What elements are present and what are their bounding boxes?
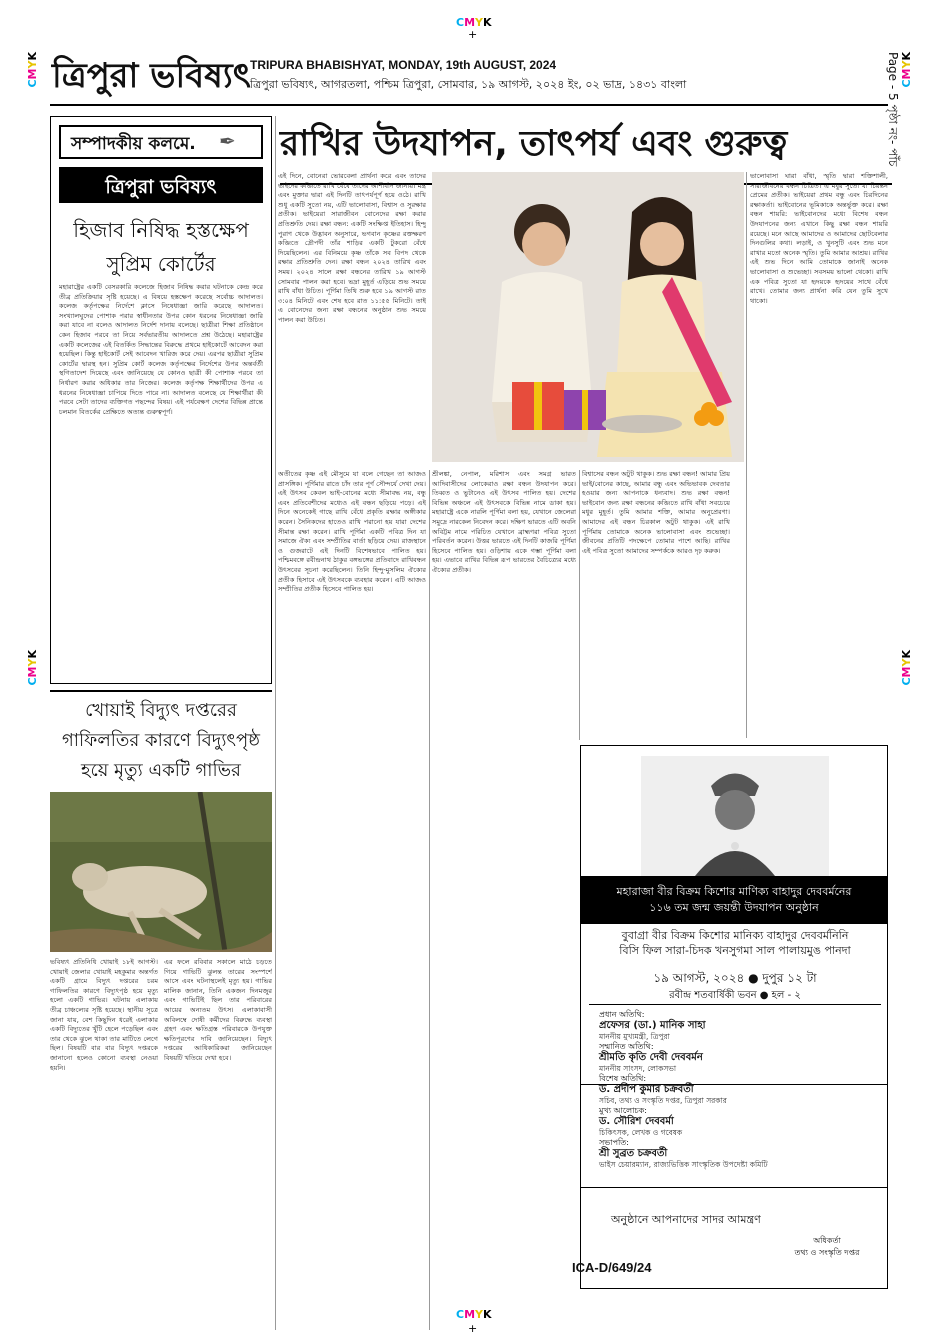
chief-guest-name: প্রফেসর (ডা.) মানিক সাহা [599, 1020, 706, 1031]
column-rule-1 [275, 116, 276, 1330]
column-rule-3 [579, 470, 580, 740]
honour-guest-title: মাননীয় সাংসদ, লোকসভা [599, 1064, 677, 1073]
kokborok-line1: বুবাগ্রা বীর বিক্রম কিশোর মানিক্য বাহাদুর দেববর্মনিনি [621, 929, 849, 942]
footer-divider [581, 1187, 887, 1188]
news-headline-line1: খোয়াই বিদ্যুৎ দপ্তরের [85, 700, 237, 721]
news-photo-dead-cow [50, 792, 272, 952]
special-guest-label: বিশেষ অতিথি: [599, 1074, 647, 1083]
ribbon-line2: ১১৬ তম জন্ম জয়ন্তী উদযাপন অনুষ্ঠান [649, 901, 819, 914]
editorial-headline-line1: হিজাব নিষিদ্ধ হস্তক্ষেপ [73, 218, 249, 242]
issuer-label: অধিকর্তা [813, 1236, 841, 1245]
registration-cross-bottom: + [468, 1322, 478, 1335]
column-rule-2 [429, 470, 430, 1330]
honour-guest-name: শ্রীমতি কৃতি দেবী দেববর্মন [599, 1052, 703, 1063]
portrait-illustration [641, 756, 829, 876]
quill-pen-icon: ✒ [219, 129, 236, 153]
chief-guest-title: মাননীয় মুখ্যমন্ত্রী, ত্রিপুরা [599, 1032, 670, 1041]
memorial-ribbon [581, 876, 887, 924]
masthead-rule [50, 104, 888, 106]
kokborok-line2: বিসি ফিল সারা-চিদক খনসুগমা সাল পালায়মুঙ পানদা [619, 944, 851, 957]
special-guest-title: সচিব, তথ্য ও সংস্কৃতি দপ্তর, ত্রিপুরা সরকার [599, 1096, 727, 1105]
cmyk-mark-left-mid: CMYK [26, 650, 39, 686]
column-rule-4 [746, 172, 747, 738]
feature-col3: বিশ্বাসের বন্ধন অটুট থাকুক। শুভ রক্ষা বন্ধন! আমার প্রিয় ভাই/বোনের কাছে, আমার বন্ধু এবং অভিভাবক দেবতার হওয়ার জন্য আপনাকে ধন্যবাদ। শুভ রক্ষা বন্ধন! ভাইবোন জন্য রক্ষা বন্ধনের কব্জিতে রাখি বাঁধা সবচেয়ে মধুর মুহূর্ত। তুমি আমার শক্তি, আমার অনুপ্রেরণা। আমাদের এই বন্ধন চিরকাল অটুট থাকুক। এই রাখি পূর্ণিমায় তোমাকে অনেক ভালোবাসা এবং শুভেচ্ছা। জীবনের প্রতিটি পদক্ষেপে তোমার পাশে আছি। রাখির এই পবিত্র সুতো আমাদের সম্পর্ককে আরও দৃঢ় করুক। [582, 470, 730, 555]
cmyk-mark-bottom: CMYK [456, 1308, 492, 1321]
masthead-dateline-bengali: ত্রিপুরা ভবিষ্যৎ, আগরতলা, পশ্চিম ত্রিপুরা, সোমবার, ১৯ আগস্ট, ২০২৪ ইং, ০২ ভাদ্র, ১৪৩১ বাংলা [250, 78, 687, 91]
news-body-col2: এর ফলে রবিবার সকালে মাঠে চড়তে গিয়ে গাভিটি ঝুলন্ত তারের সংস্পর্শে আসে এবং ঘটনাস্থলেই মৃত্যু হয়। গাভির মালিক জানান, তিনি একজন দিনমজুর এবং গাভিটিই ছিল তার পরিবারের আয়ের অন্যতম উৎস। এলাকাবাসী অবিলম্বে দোষী কর্মীদের বিরুদ্ধে ব্যবস্থা গ্রহণ এবং ক্ষতিগ্রস্ত পরিবারকে উপযুক্ত ক্ষতিপূরণের দাবি জানিয়েছেন। বিদ্যুৎ দপ্তরের আধিকারিকরা জানিয়েছেন বিষয়টি খতিয়ে দেখা হবে। [164, 958, 272, 1062]
chair-name: শ্রী সুব্রত চক্রবর্তী [599, 1148, 668, 1159]
editorial-paper-name: ত্রিপুরা ভবিষ্যৎ [59, 167, 263, 203]
ica-code: ICA-D/649/24 [572, 1260, 652, 1275]
feature-col1-top: এই দিনে, বোনেরা ভোরবেলা প্রার্থনা করে এবং তাদের ভাইদের কব্জিতে রাখি বেঁধে তাদের আশীর্বাদ জানায়। মন্ত্র এবং মুক্তার দ্বারা এই দিনটি তাৎপর্যপূর্ণ হয়ে ওঠে। রাখি শুধু একটি সুতো নয়, এটি ভালোবাসা, বিশ্বাস ও সুরক্ষার প্রতীক। ভাইয়েরা সারাজীবন বোনেদের রক্ষা করার প্রতিশ্রুতি দেয়। রক্ষা বন্ধন: একটি সংক্ষিপ্ত ইতিহাস। হিন্দু পুরাণ থেকে উদ্ভাবন অনুসারে, ভগবান কৃষ্ণের রক্তক্ষরণ কব্জিতে দ্রৌপদী তাঁর শাড়ির একটি টুকরো বেঁধে দিয়েছিলেন। এর বিনিময়ে কৃষ্ণ তাঁকে সব বিপদ থেকে রক্ষার প্রতিশ্রুতি দেন। রক্ষা বন্ধন ২০২৪ তারিখ এবং সময়। ২০২৪ সালে রক্ষা বন্ধনের তারিখ ১৯ আগস্ট সোমবার পালন করা হবে। ভদ্রা মুহূর্ত এড়িয়ে শুভ সময়ে রাখি বাঁধা উচিত। পূর্ণিমা তিথি শুরু হবে ১৯ আগস্ট রাত ৩:০৪ মিনিটে এবং শেষ হবে রাত ১১:৫৫ মিনিটে। তাই এ বোনেদের জন্য রক্ষা বন্ধনের অনুষ্ঠান শুভ সময়ে পালন করা উচিত। [278, 172, 426, 324]
news-headline-line2: গাফিলতির কারণে বিদ্যুৎপৃষ্ঠ [62, 730, 260, 751]
memorial-footer-box [580, 1085, 888, 1289]
editorial-headline-line2: সুপ্রিম কোর্টের [106, 252, 216, 276]
issuer-department: তথ্য ও সংস্কৃতি দপ্তর [794, 1248, 860, 1257]
feature-photo-rakhi-siblings [432, 172, 744, 462]
feature-headline: রাখির উদযাপন, তাৎপর্য এবং গুরুত্ব [280, 116, 892, 185]
cmyk-mark-right-top: CMYK [900, 52, 913, 88]
news-body-col1: ভবিষ্যৎ প্রতিনিধি খোয়াই ১৮ই আগস্ট। খোয়াই জেলার খোয়াই মহকুমার অন্তর্গত একটি গ্রামে বিদ্যুৎ দপ্তরের চরম গাফিলতির কারণে বিদ্যুৎপৃষ্ঠ হয়ে মৃত্যু হলো একটি গাভির। ঘটনায় এলাকায় তীব্র চাঞ্চল্যের সৃষ্টি হয়েছে। স্থানীয় সূত্রে জানা যায়, বেশ কিছুদিন ধরেই এলাকার একটি বিদ্যুতের খুঁটি হেলে পড়েছিল এবং তার থেকে ঝুলে থাকা তার মাটিতে লেগে ছিল। বিষয়টি বার বার বিদ্যুৎ দপ্তরকে জানানো হলেও কোনো ব্যবস্থা নেওয়া হয়নি। [50, 958, 158, 1072]
maharaja-portrait [641, 756, 829, 876]
editorial-box [50, 116, 272, 684]
speaker-label: মুখ্য আলোচক: [599, 1106, 647, 1115]
page-number: Page - 5 পৃষ্ঠা নং- পাঁচ [886, 52, 900, 167]
editorial-headline [59, 213, 263, 281]
editorial-label: সম্পাদকীয় কলমে. [59, 125, 263, 159]
cow-photo-illustration [50, 792, 272, 952]
memorial-kokborok-line [589, 928, 881, 958]
event-venue: রবীন্দ্র শতবার্ষিকী ভবন ● হল - ২ [669, 990, 801, 1001]
cmyk-mark-right-mid: CMYK [900, 650, 913, 686]
memorial-announcement [580, 745, 888, 1169]
honour-guest-label: সম্মানিত অতিথি: [599, 1042, 654, 1051]
news-headline-line3: হয়ে মৃত্যু একটি গাভির [81, 760, 241, 781]
feature-col1-continued: অতীতের কৃষ্ণ এই মৌসুমে যা বলে গেছেন তা আজও প্রাসঙ্গিক। পূর্ণিমার রাতে চাঁদ তার পূর্ণ সৌন্দর্যে দেখা দেয়। এই উৎসব কেবল ভাই-বোনের মধ্যে সীমাবদ্ধ নয়, বন্ধু এবং প্রতিবেশীদের মধ্যেও এই বন্ধন ছড়িয়ে পড়ে। এই দিনে অনেকেই গাছে রাখি বেঁধে প্রকৃতি রক্ষার অঙ্গীকার করেন। সৈনিকদের হাতেও রাখি পরানো হয় যারা দেশের সীমান্ত রক্ষা করেন। রাখি পূর্ণিমা একটি পবিত্র দিন যা সমাজে ঐক্য এবং সম্প্রীতির বার্তা ছড়িয়ে দেয়। রাজস্থানে ও গুজরাটে এই দিনটি বিশেষভাবে পালিত হয়। পশ্চিমবঙ্গে রবীন্দ্রনাথ ঠাকুর বঙ্গভঙ্গের প্রতিবাদে রাখিবন্ধন উৎসবের সূচনা করেছিলেন। তিনি হিন্দু-মুসলিম ঐক্যের প্রতীক হিসাবে এই উৎসবকে ব্যবহার করেন। এটি আজও সম্প্রীতির প্রতীক হিসেবে পালিত হয়। [278, 470, 426, 594]
memorial-divider [589, 1004, 881, 1005]
feature-col5: ভালোবাসা ঘারা বাঁধা, স্মৃতি দ্বারা শক্তিশালী, সারাজীবনের বন্ধন চিত্রিত। এ মধুর সুতো যা চিরন্তন প্রেমের প্রতীক। ভাইয়েরা প্রথম বন্ধু এবং চিরদিনের রক্ষাকর্তা। ভাইবোনের ভূমিকাকে অন্তর্ভুক্ত করে। রক্ষা বন্ধন শায়রি: ভাইবোনদের মধ্যে বিশেষ বন্ধন উদযাপনের জন্য এখানে কিছু রক্ষা বন্ধন শায়রি রয়েছে। মনে আছে আমাদের ও আমাদের ছোটবেলার দিনগুলির কথা। লড়াই, ও খুনসুটি এবং শুভ মনে রাখার মতো অনেক স্মৃতি। তুমি আমার আশ্রয়। রাখির এই শুভ দিনে আমি তোমাকে জানাই অনেক ভালোবাসা ও শুভেচ্ছা। সবসময় ভালো থেকো। রাখি এক পবিত্র সুতো যা হৃদয়কে হৃদয়ের সাথে বেঁধে রাখে। তোমার জন্য প্রার্থনা করি যেন তুমি সুখে থাকো। [750, 172, 888, 305]
chair-title: ভাইস চেয়ারম্যান, রাজ্যভিত্তিক সাংস্কৃতিক উপদেষ্টা কমিটি [599, 1160, 768, 1169]
speaker-name: ড. সৌরিশ দেববর্মা [599, 1116, 674, 1127]
event-date: ১৯ আগস্ট, ২০২৪ ● দুপুর ১২ টা [653, 971, 817, 985]
ribbon-line1: মহারাজা বীর বিক্রম কিশোর মাণিক্য বাহাদুর দেববর্মনের [616, 885, 852, 898]
cmyk-mark-top: CMYK [456, 16, 492, 29]
chair-label: সভাপতি: [599, 1138, 629, 1147]
editorial-body: মহারাষ্ট্রের একটি বেসরকারি কলেজে হিজাব নিষিদ্ধ করার ঘটনাকে কেন্দ্র করে তীব্র প্রতিক্রিয়ার সৃষ্টি হয়েছে। এ বিষয়ে হস্তক্ষেপ করেছে সর্বোচ্চ আদালত। কলেজ কর্তৃপক্ষের নির্দেশে ক্লাসে নিষেধাজ্ঞা জারি করেছে আদালত। সংখ্যালঘুদের পোশাক পরার স্বাধীনতার উপর কোন ধরনের নিষেধাজ্ঞা জারি করা যাবে না বলেও আদালত নির্দেশ দানায় বলেছে। ছাত্রীরা শিক্ষা প্রতিষ্ঠানে কেন হিজাব পরবে তা নিয়ে সর্বভারতীয় আদালতে প্রশ্ন উঠেছে। মহারাষ্ট্রের একটি কলেজের এই বিতর্কিত সিদ্ধান্তের বিরুদ্ধে প্রথমে হাইকোর্টে আবেদন করা হয়েছিল। কিন্তু হাইকোর্ট সেই আবেদন খারিজ করে দেয়। এরপর ছাত্রীরা সুপ্রিম কোর্টের দ্বারস্থ হন। সুপ্রিম কোর্ট কলেজ কর্তৃপক্ষের নির্দেশের উপর অন্তর্বর্তী স্থগিতাদেশ দিয়েছে এবং জানিয়েছে যে কোনও ছাত্রী কী পোশাক পরবে তা নির্ধারণ করার অধিকার তার নিজের। কলেজ কর্তৃপক্ষ শিক্ষার্থীদের উপর এ ধরনের নিষেধাজ্ঞা চাপিয়ে দিতে পারে না। আদালত বলেছে যে শিক্ষার্থীরা কী পরবে সেটা তাদের ব্যক্তিগত পছন্দের বিষয়। এই পর্যবেক্ষণ দেশের বিভিন্ন প্রান্তে চলমান বিতর্কের প্রেক্ষিতে অত্যন্ত গুরুত্বপূর্ণ। [59, 283, 263, 416]
news-headline-electric-cow [50, 690, 272, 786]
invitation-text: অনুষ্ঠানে আপনাদের সাদর আমন্ত্রণ [611, 1213, 761, 1226]
cmyk-mark-left-top: CMYK [26, 52, 39, 88]
special-guest-name: ড. প্রদীপ কুমার চক্রবর্তী [599, 1084, 694, 1095]
speaker-title: চিকিৎসক, লেখক ও গবেষক [599, 1128, 683, 1137]
masthead-title: ত্রিপুরা ভবিষ্যৎ [52, 56, 251, 96]
feature-col2: শ্রীলঙ্কা, নেপাল, মরিশাস এবং সমগ্র ভারত আদিবাসীদের লোকেরাও রক্ষা বন্ধন উদযাপন করে। তিব্বত ও ভুটানেও এই উৎসব পালিত হয়। দেশের বিভিন্ন অঞ্চলে এই উৎসবকে বিভিন্ন নামে ডাকা হয়। মহারাষ্ট্রে একে নারলি পূর্ণিমা বলা হয়, যেখানে জেলেরা সমুদ্রে নারকেল নিবেদন করে। দক্ষিণ ভারতে এটি অবনি অবিট্টম নামে পরিচিত যেখানে ব্রাহ্মণরা পবিত্র সুতো পরিবর্তন করেন। উত্তর ভারতে এই দিনটি কাজরি পূর্ণিমা হিসেবে পালিত হয়। ওড়িশায় একে গম্ভা পূর্ণিমা বলা হয়। এভাবে রাখির বিভিন্ন রূপ ভারতের বৈচিত্র্যের মধ্যে ঐক্যের প্রতীক। [432, 470, 576, 574]
rakhi-photo-illustration [432, 172, 744, 462]
registration-cross-top: + [468, 28, 478, 41]
masthead-dateline-english: TRIPURA BHABISHYAT, MONDAY, 19th AUGUST, 2024 [250, 58, 557, 72]
chief-guest-label: প্রধান অতিথি: [599, 1010, 645, 1019]
